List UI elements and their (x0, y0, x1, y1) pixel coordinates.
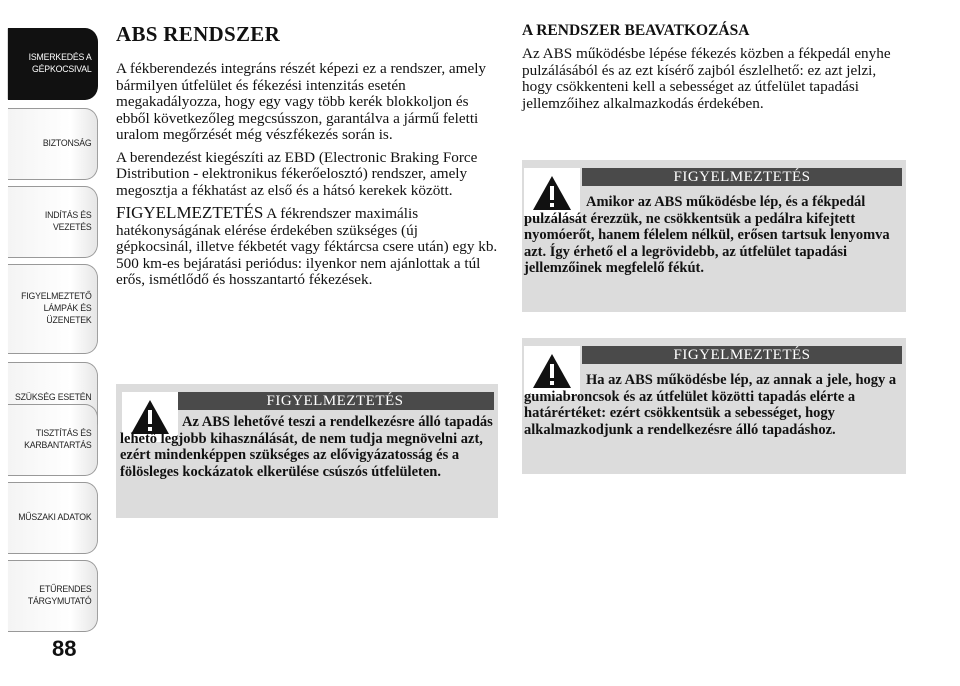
warning-text: Az ABS lehetővé teszi a rendelkezésre álló tapadás lehető legjobb kihasználását, de nem tudja megnövelni azt, ezért mindenképpen szükséges az elővigyázatosság és a fölösleges kockázatok elkerülése csúszós útfelületen. (120, 414, 493, 480)
warning-box (522, 160, 906, 312)
tab-figyelmezteto[interactable]: FIGYELMEZTETŐ LÁMPÁK ÉS ÜZENETEK (8, 264, 98, 354)
right-column (522, 22, 906, 118)
paragraph: A fékberendezés integráns részét képezi ez a rendszer, amely bármilyen útfelület és fékezési intenzitás esetén megakadályozza, hogy egy vagy több kerék blokkoljon és ebből következőleg megcsússzon, garantálva a jármű feletti uralom megőrzését még vészfékezés során is. (116, 60, 487, 143)
left-column (116, 22, 498, 295)
paragraph: A berendezést kiegészíti az EBD (Electronic Braking Force Distribution - elektronikus fékerőelosztó) rendszer, amely megosztja a fékhatást az első és a hátsó kerekek között. (116, 148, 478, 199)
warning-heading: FIGYELMEZTETÉS (176, 392, 494, 410)
warning-heading: FIGYELMEZTETÉS (582, 346, 902, 364)
tab-szukseg[interactable]: SZÜKSÉG ESETÉN (8, 362, 98, 434)
tab-biztonsag[interactable]: BIZTONSÁG (8, 108, 98, 180)
tab-targymutato[interactable]: ETŰRENDES TÁRGYMUTATÓ (8, 560, 98, 632)
paragraph-text: A fékrendszer maximális hatékonyságának elérése érdekében szükséges (új gépkocsinál, illetve fékbetét vagy féktárcsa csere után) egy kb. 500 km-es bejáratási periódus: ilyenkor nem ajánlottak a túl erős, ismétlődő és hosszantartó fékezések. (116, 205, 498, 288)
warning-text: Ha az ABS működésbe lép, az annak a jele, hogy a gumiabroncsok és az útfelület közötti tapadás elérte a határértéket: ezért csökkentsük a sebességet, hogy alkalmazkodjunk a rendelkezésre álló tapadáshoz. (524, 372, 897, 438)
section-title: ABS RENDSZER (116, 22, 281, 46)
page-number: 88 (52, 636, 77, 661)
tab-tisztitas[interactable]: TISZTÍTÁS ÉS KARBANTARTÁS (8, 404, 98, 476)
warning-box (522, 338, 906, 474)
tab-muszaki[interactable]: MŰSZAKI ADATOK (8, 482, 98, 554)
warning-box (116, 384, 498, 518)
paragraph (116, 205, 498, 289)
tab-inditas[interactable]: INDÍTÁS ÉS VEZETÉS (8, 186, 98, 258)
inline-warning-label: FIGYELMEZTETÉS (116, 203, 264, 222)
section-title: A RENDSZER BEAVATKOZÁSA (522, 22, 750, 39)
warning-text: Amikor az ABS működésbe lép, és a fékpedál pulzálását érezzük, ne csökkentsük a pedálra kifejtett nyomóerőt, hanem félelem nélkül, erősen tartsuk lenyomva azt. Így érhető el a legrövidebb, az útfelület tapadási jellemzőinek megfelelő fékút. (524, 194, 890, 276)
paragraph: Az ABS működésbe lépése fékezés közben a fékpedál enyhe pulzálásából és az ezt kísérő zajból észlelhető: ez azt jelzi, hogy csökkenteni kell a sebességet az útfelület tapadási jellemzőihez alkalmazkodás érdekében. (522, 45, 891, 112)
warning-heading: FIGYELMEZTETÉS (582, 168, 902, 186)
tab-ismerkedes[interactable]: ISMERKEDÉS A GÉPKOCSIVAL (8, 28, 98, 100)
